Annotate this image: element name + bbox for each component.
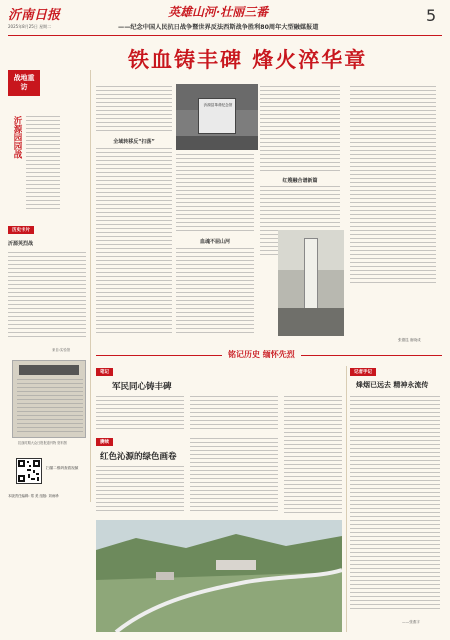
article-col-2a xyxy=(176,154,254,234)
lower-col-2b xyxy=(190,438,278,516)
history-card-tag: 历史卡片 xyxy=(8,226,34,234)
editor-credit: 本版责任编辑: 郑 美 组版: 刘雨珍 xyxy=(8,494,59,498)
article-col-1b xyxy=(96,148,172,338)
masthead xyxy=(0,0,450,40)
series-subtitle: ——纪念中国人民抗日战争暨世界反法西斯战争胜利80周年大型融媒报道 xyxy=(118,24,319,31)
subhead-red-sister: 红嫂融合谱新篇 xyxy=(282,178,318,184)
series-title: 英雄山河·壮丽三番 xyxy=(168,5,269,19)
history-card-body xyxy=(8,252,86,344)
article-title-military: 军民同心铸丰碑 xyxy=(112,382,172,392)
issue-date: 2025年8月25日 星期二 xyxy=(8,24,52,29)
article-col-1a xyxy=(96,86,172,134)
old-newspaper-image xyxy=(12,360,86,438)
banner-title: 铭记历史 缅怀先烈 xyxy=(222,349,301,360)
article-col-3a xyxy=(260,86,340,176)
plaque-text: 沂源县革命纪念馆 xyxy=(203,103,233,107)
notes-tag: 笔记 xyxy=(96,368,113,376)
qr-code-icon[interactable] xyxy=(16,458,42,484)
reporter-notes-author: ——张燕宇 xyxy=(402,620,420,624)
old-newspaper-masthead xyxy=(19,365,79,375)
subhead-unyielding: 血魂不屈山河 xyxy=(199,239,230,245)
article-col-2b xyxy=(176,248,254,338)
reporter-notes-body xyxy=(350,396,440,616)
history-card-title: 沂源英烈战 xyxy=(8,241,34,247)
page-number: 5 xyxy=(426,6,437,25)
lower-col-1a xyxy=(96,396,184,432)
qr-caption: 扫描二维码查看视频 xyxy=(46,466,79,470)
reporter-notes-title: 烽烟已远去 精神永流传 xyxy=(356,381,429,389)
sidebar-section-label: 战地重访 xyxy=(8,70,40,96)
article-title-green: 红色沁源的绿色画卷 xyxy=(100,452,177,462)
monument-photo xyxy=(278,230,344,336)
old-newspaper-caption: 抗战时期大众日报报道刊物 资料图 xyxy=(18,441,67,445)
sidebar-text xyxy=(26,116,60,216)
article-col-4 xyxy=(350,86,436,286)
reporter-notes-tag: 记者手记 xyxy=(350,368,376,376)
continue-tag: 赓续 xyxy=(96,438,113,446)
memorial-plaque xyxy=(198,98,236,134)
banner xyxy=(96,348,442,362)
main-headline: 铁血铸丰碑 烽火淬华章 xyxy=(128,47,368,72)
memorial-photo xyxy=(176,84,258,150)
lower-col-1b xyxy=(190,396,278,432)
main-author: 张德昆 唐晓成 xyxy=(398,338,421,342)
subhead-transfer: 全域转移反“扫荡” xyxy=(113,139,155,145)
sidebar-feature xyxy=(8,70,60,220)
sidebar-vertical-title: 沂源园园战 xyxy=(12,116,22,159)
newspaper-logo: 沂南日报 xyxy=(8,8,61,23)
landscape-photo xyxy=(96,520,342,632)
monument-pillar xyxy=(304,238,318,312)
lower-col-2c xyxy=(284,396,342,516)
history-card-author: 来自:实验馆 xyxy=(52,348,71,352)
lower-col-2a xyxy=(96,466,184,516)
